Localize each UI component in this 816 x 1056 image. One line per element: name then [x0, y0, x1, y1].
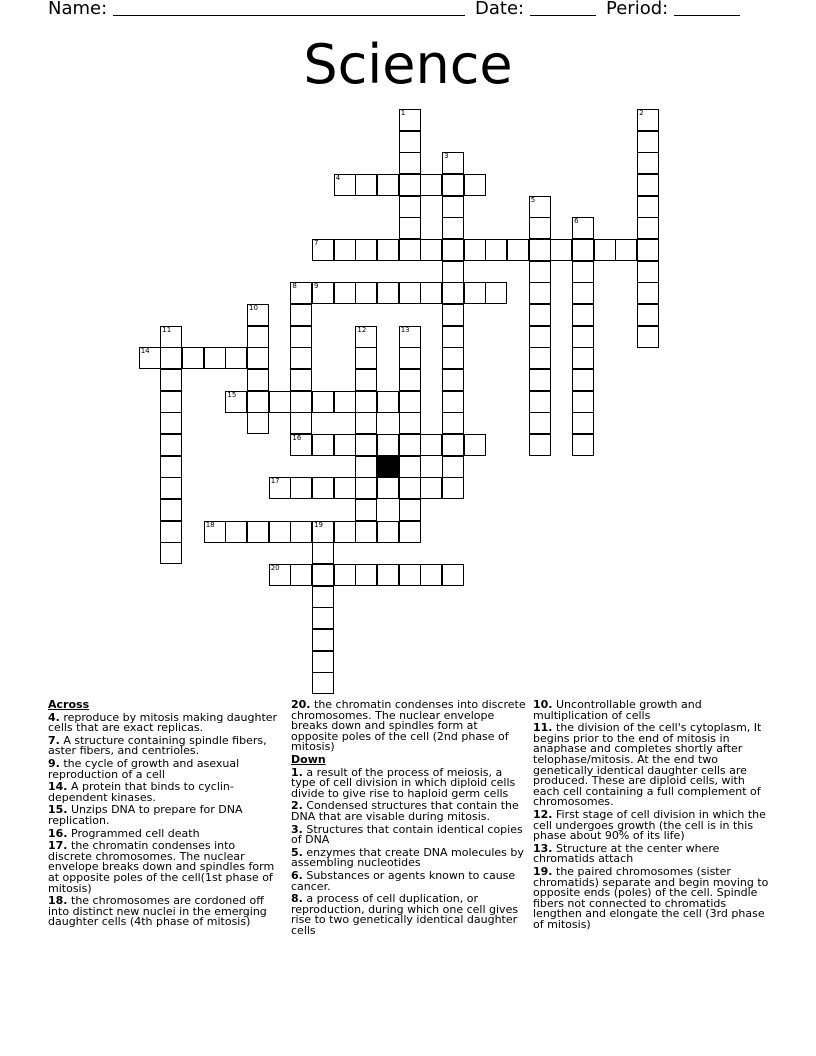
crossword-cell[interactable]	[160, 521, 182, 543]
crossword-cell[interactable]	[442, 434, 464, 456]
crossword-cell[interactable]	[355, 521, 377, 543]
crossword-cell[interactable]	[355, 477, 377, 499]
crossword-cell[interactable]	[225, 391, 247, 413]
crossword-cell[interactable]	[529, 282, 551, 304]
crossword-cell[interactable]	[160, 542, 182, 564]
crossword-cell[interactable]	[399, 196, 421, 218]
crossword-cell[interactable]	[550, 239, 572, 261]
crossword-cell[interactable]	[399, 477, 421, 499]
crossword-cell[interactable]	[637, 304, 659, 326]
crossword-cell[interactable]	[355, 412, 377, 434]
crossword-cell[interactable]	[399, 282, 421, 304]
crossword-cell[interactable]	[139, 347, 161, 369]
crossword-cell[interactable]	[399, 521, 421, 543]
crossword-cell[interactable]	[399, 434, 421, 456]
clue-number: 17	[270, 477, 280, 486]
crossword-cell[interactable]	[290, 564, 312, 586]
crossword-cell[interactable]	[399, 109, 421, 131]
crossword-cell[interactable]	[182, 347, 204, 369]
crossword-cell[interactable]	[399, 499, 421, 521]
crossword-cell[interactable]	[312, 629, 334, 651]
period-label: Period:	[606, 0, 669, 19]
crossword-cell[interactable]	[399, 369, 421, 391]
crossword-cell[interactable]	[247, 347, 269, 369]
crossword-cell[interactable]	[312, 651, 334, 673]
crossword-cell[interactable]	[637, 174, 659, 196]
crossword-cell[interactable]	[355, 174, 377, 196]
crossword-cell[interactable]	[334, 174, 356, 196]
crossword-cell[interactable]	[485, 282, 507, 304]
crossword-cell[interactable]	[377, 239, 399, 261]
crossword-cell[interactable]	[334, 282, 356, 304]
crossword-cell[interactable]	[442, 152, 464, 174]
crossword-cell[interactable]	[247, 304, 269, 326]
crossword-cell[interactable]	[464, 174, 486, 196]
clue-across-4: 4. reproduce by mitosis making daughter cells that are exact replicas.	[48, 710, 278, 735]
crossword-cell[interactable]	[290, 326, 312, 348]
crossword-cell[interactable]	[377, 391, 399, 413]
clue-down-6: 6. Substances or agents known to cause cancer.	[291, 868, 516, 893]
crossword-cell[interactable]	[529, 434, 551, 456]
clue-across-9: 9. the cycle of growth and asexual reproduction of a cell	[48, 756, 240, 781]
clue-number: 11	[162, 325, 172, 334]
crossword-cell[interactable]	[160, 456, 182, 478]
crossword-cell[interactable]	[399, 391, 421, 413]
clues-column-1	[48, 700, 280, 930]
page-title: Science	[303, 33, 513, 96]
clue-down-19: 19. the paired chromosomes (sister chromatids) separate and begin moving to opposite ends (poles) of the cell. Spindle fibers not connected to chromatids lengthen and elongate the cell (3rd phase of mitosis)	[533, 864, 769, 931]
clue-number: 20	[270, 564, 280, 573]
crossword-cell[interactable]	[572, 304, 594, 326]
crossword-cell[interactable]	[247, 391, 269, 413]
crossword-cell[interactable]	[637, 282, 659, 304]
crossword-cell[interactable]	[204, 521, 226, 543]
crossword-cell[interactable]	[269, 564, 291, 586]
clue-number: 6	[574, 217, 579, 226]
clue-across-16: 16. Programmed cell death	[48, 826, 200, 840]
crossword-cell[interactable]	[334, 564, 356, 586]
crossword-cell[interactable]	[442, 261, 464, 283]
crossword-cell[interactable]	[442, 196, 464, 218]
crossword-cell[interactable]	[290, 369, 312, 391]
clue-down-2: 2. Condensed structures that contain the DNA that are visable during mitosis.	[291, 799, 519, 823]
crossword-cell[interactable]	[290, 304, 312, 326]
crossword-cell[interactable]	[529, 239, 551, 261]
crossword-cell[interactable]	[637, 109, 659, 131]
crossword-cell[interactable]	[442, 174, 464, 196]
crossword-cell[interactable]	[572, 434, 594, 456]
crossword-cell[interactable]	[420, 477, 442, 499]
crossword-cell[interactable]	[572, 282, 594, 304]
crossword-cell[interactable]	[204, 347, 226, 369]
crossword-cell[interactable]	[160, 347, 182, 369]
name-label: Name:	[48, 0, 108, 19]
date-label: Date:	[475, 0, 525, 19]
clue-number: 7	[314, 239, 319, 247]
clue-number: 13	[400, 325, 410, 334]
crossword-cell[interactable]	[355, 239, 377, 261]
crossword-cell[interactable]	[160, 326, 182, 348]
crossword-cell[interactable]	[377, 564, 399, 586]
crossword-cell[interactable]	[312, 542, 334, 564]
crossword-cell[interactable]	[355, 456, 377, 478]
crossword-cell[interactable]	[399, 239, 421, 261]
crossword-cell[interactable]	[637, 131, 659, 153]
crossword-cell[interactable]	[355, 434, 377, 456]
crossword-cell[interactable]	[442, 477, 464, 499]
crossword-cell[interactable]	[312, 564, 334, 586]
crossword-cell[interactable]	[442, 456, 464, 478]
clue-number: 1	[400, 109, 406, 117]
crossword-cell[interactable]	[399, 217, 421, 239]
crossword-cell[interactable]	[312, 607, 334, 629]
crossword-cell[interactable]	[594, 239, 616, 261]
crossword-cell[interactable]	[529, 412, 551, 434]
crossword-cell[interactable]	[312, 521, 334, 543]
crossword-cell[interactable]	[442, 412, 464, 434]
crossword-cell[interactable]	[312, 239, 334, 261]
clue-number: 16	[292, 434, 302, 443]
clue-down-13: 13. Structure at the center where chromatids attach	[533, 841, 720, 866]
crossword-cell[interactable]	[355, 564, 377, 586]
crossword-cell[interactable]	[637, 196, 659, 218]
crossword-cell[interactable]	[399, 412, 421, 434]
crossword-cell[interactable]	[529, 391, 551, 413]
clue-number: 15	[227, 390, 237, 399]
crossword-cell[interactable]	[247, 521, 269, 543]
crossword-cell[interactable]	[572, 391, 594, 413]
crossword-cell[interactable]	[485, 239, 507, 261]
crossword-cell[interactable]	[399, 456, 421, 478]
crossword-cell[interactable]	[247, 369, 269, 391]
crossword-cell[interactable]	[355, 499, 377, 521]
crossword-cell[interactable]	[529, 326, 551, 348]
crossword-cell[interactable]	[334, 434, 356, 456]
crossword-cell[interactable]	[399, 564, 421, 586]
crossword-cell[interactable]	[312, 391, 334, 413]
clue-number: 14	[140, 347, 150, 356]
crossword-cell[interactable]	[529, 369, 551, 391]
crossword-cell[interactable]	[442, 326, 464, 348]
crossword-cell[interactable]	[290, 412, 312, 434]
clue-down-1: 1. a result of the process of meiosis, a type of cell division in which diploid cells divide to give rise to haploid germ cells	[291, 765, 516, 800]
crossword-cell[interactable]	[637, 261, 659, 283]
clue-down-5: 5. enzymes that create DNA molecules by assembling nucleotides	[291, 845, 524, 870]
crossword-cell[interactable]	[507, 239, 529, 261]
crossword-cell[interactable]	[399, 152, 421, 174]
crossword-cell[interactable]	[637, 217, 659, 239]
clue-number: 3	[444, 152, 449, 161]
crossword-cell[interactable]	[529, 261, 551, 283]
crossword-cell[interactable]	[334, 391, 356, 413]
crossword-cell[interactable]	[572, 369, 594, 391]
crossword-cell[interactable]	[160, 477, 182, 499]
clue-number: 9	[314, 282, 319, 291]
crossword-cell[interactable]	[420, 239, 442, 261]
crossword-cell[interactable]	[442, 347, 464, 369]
down-heading: Down	[291, 752, 326, 766]
crossword-cell[interactable]	[225, 347, 247, 369]
clue-across-20: 20. the chromatin condenses into discrete chromosomes. The nuclear envelope breaks down and spindles form at opposite poles of the cell (2nd phase of mitosis)	[291, 698, 526, 754]
clue-across-18: 18. the chromosomes are cordoned off into distinct new nuclei in the emerging daughter cells (4th phase of mitosis)	[48, 894, 267, 929]
crossword-cell[interactable]	[442, 564, 464, 586]
crossword-cell[interactable]	[290, 434, 312, 456]
crossword-cell[interactable]	[334, 239, 356, 261]
crossword-cell[interactable]	[312, 586, 334, 608]
crossword-cell[interactable]	[442, 304, 464, 326]
crossword-cell[interactable]	[355, 369, 377, 391]
crossword-cell[interactable]	[529, 217, 551, 239]
clue-number: 18	[205, 520, 215, 529]
clue-down-12: 12. First stage of cell division in which the cell undergoes growth (the cell is in this phase about 90% of its life)	[533, 807, 766, 843]
crossword-cell[interactable]	[399, 131, 421, 153]
crossword-cell[interactable]	[420, 434, 442, 456]
clue-number: 5	[530, 195, 536, 204]
crossword-cell[interactable]	[247, 326, 269, 348]
crossword-cell[interactable]	[464, 282, 486, 304]
crossword-cell[interactable]	[312, 434, 334, 456]
crossword-cell[interactable]	[572, 239, 594, 261]
crossword-cell[interactable]	[334, 477, 356, 499]
clues-column-3	[533, 700, 769, 932]
crossword-cell[interactable]	[247, 412, 269, 434]
clue-number: 8	[292, 282, 297, 291]
crossword-cell[interactable]	[355, 391, 377, 413]
across-heading: Across	[48, 698, 90, 711]
crossword-cell[interactable]	[160, 412, 182, 434]
crossword-cell[interactable]	[572, 347, 594, 369]
clue-number: 12	[357, 325, 367, 334]
crossword-cell[interactable]	[160, 434, 182, 456]
crossword-cell[interactable]	[442, 239, 464, 261]
crossword-cell[interactable]	[160, 499, 182, 521]
clue-down-8: 8. a process of cell duplication, or reproduction, during which one cell gives rise to two genetically identical daughter cells	[291, 892, 519, 937]
crossword-cell[interactable]	[160, 391, 182, 413]
crossword-cell[interactable]	[399, 326, 421, 348]
crossword-cell[interactable]	[312, 477, 334, 499]
crossword-cell[interactable]	[290, 521, 312, 543]
crossword-cell[interactable]	[572, 261, 594, 283]
crossword-cell[interactable]	[312, 672, 334, 694]
clue-number: 19	[314, 520, 323, 529]
crossword-cell[interactable]	[572, 412, 594, 434]
crossword-cell[interactable]	[399, 174, 421, 196]
crossword-cell[interactable]	[464, 434, 486, 456]
clue-across-17: 17. the chromatin condenses into discrete chromosomes. The nuclear envelope breaks down and spindles form at opposite poles of the cell(1st phase of mitosis)	[48, 839, 275, 895]
crossword-cell[interactable]	[312, 282, 334, 304]
crossword-cell[interactable]	[529, 304, 551, 326]
crossword-cell[interactable]	[160, 369, 182, 391]
crossword-cell[interactable]	[442, 369, 464, 391]
crossword-cell[interactable]	[355, 326, 377, 348]
clue-number: 4	[335, 174, 341, 182]
crossword-cell[interactable]	[615, 239, 637, 261]
crossword-cell[interactable]	[290, 477, 312, 499]
crossword-cell[interactable]	[377, 477, 399, 499]
crossword-cell[interactable]	[290, 391, 312, 413]
crossword-cell[interactable]	[572, 217, 594, 239]
crossword-cell[interactable]	[637, 326, 659, 348]
clue-number: 2	[639, 109, 644, 117]
crossword-cell[interactable]	[420, 282, 442, 304]
crossword-cell[interactable]	[464, 239, 486, 261]
crossword-cell[interactable]	[529, 196, 551, 218]
crossword-cell[interactable]	[377, 521, 399, 543]
crossword-cell[interactable]	[377, 282, 399, 304]
crossword-cell[interactable]	[225, 521, 247, 543]
clue-down-11: 11. the division of the cell's cytoplasm, It begins prior to the end of mitosis in anaphase and completes shortly after telophase/mitosis. At the end two genetically identical daughter cells are produced. These are diploid cells, with each cell containing a full complement of chromosomes.	[533, 721, 762, 809]
crossword-cell[interactable]	[290, 282, 312, 304]
crossword-cell[interactable]	[334, 521, 356, 543]
clue-across-15: 15. Unzips DNA to prepare for DNA replication.	[48, 803, 243, 827]
clue-across-14: 14. A protein that binds to cyclin-dependent kinases.	[48, 780, 234, 804]
crossword-cell[interactable]	[290, 347, 312, 369]
clue-across-7: 7. A structure containing spindle fibers, aster fibers, and centrioles.	[48, 733, 267, 758]
crossword-cell[interactable]	[529, 347, 551, 369]
crossword-cell[interactable]	[420, 174, 442, 196]
clue-down-10: 10. Uncontrollable growth and multiplication of cells	[533, 698, 702, 722]
crossword-cell[interactable]	[442, 391, 464, 413]
crossword-cell[interactable]	[442, 282, 464, 304]
crossword-cell[interactable]	[572, 326, 594, 348]
crossword-cell[interactable]	[399, 347, 421, 369]
clue-number: 10	[249, 304, 258, 312]
clues-column-2	[291, 700, 527, 938]
crossword-cell[interactable]	[269, 521, 291, 543]
crossword-cell[interactable]	[377, 174, 399, 196]
crossword-cell[interactable]	[637, 239, 659, 261]
crossword-cell[interactable]	[420, 564, 442, 586]
blocked-cell	[377, 456, 399, 478]
clue-down-3: 3. Structures that contain identical copies of DNA	[291, 822, 523, 847]
crossword-cell[interactable]	[637, 152, 659, 174]
crossword-cell[interactable]	[377, 434, 399, 456]
crossword-cell[interactable]	[269, 477, 291, 499]
crossword-cell[interactable]	[355, 282, 377, 304]
crossword-cell[interactable]	[269, 391, 291, 413]
crossword-cell[interactable]	[442, 217, 464, 239]
crossword-cell[interactable]	[355, 347, 377, 369]
